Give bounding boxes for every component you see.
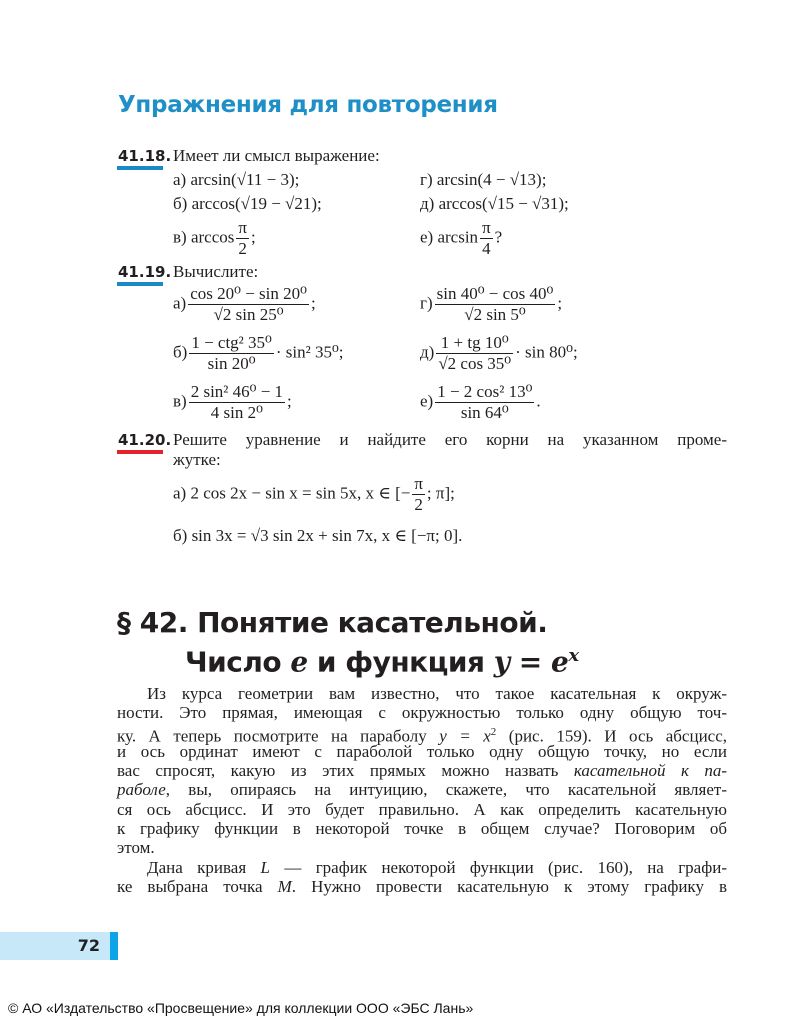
text-line: этом.: [117, 838, 155, 858]
section-title: § 42. Понятие касательной.: [117, 606, 548, 639]
exercise-item: е) arcsin $\frac{\pi}{4}$ ?: [420, 218, 503, 258]
exercise-text: жутке:: [173, 450, 221, 469]
page-number: 72: [77, 936, 100, 955]
exercise-item: д) arccos(√15 − √31);: [420, 194, 569, 213]
page-number-bar: [0, 932, 110, 960]
body-text: [117, 684, 727, 896]
exercise-item: в) $\frac{\text{2 sin² 46⁰ − 1}}{\text{4 sin 2⁰}}$ ;: [173, 382, 292, 422]
text-line: ке выбрана точка M. Нужно провести касательную к этому графику в: [117, 876, 728, 896]
exercise-number: 41.20.: [118, 431, 172, 449]
text-line: к графику функции в некоторой точке в общем случае? Поговорим об: [117, 819, 727, 839]
exercise-text: Вычислите:: [173, 262, 259, 281]
review-heading: Упражнения для повторения: [118, 92, 498, 118]
text-line: Дана кривая L — график некоторой функции (рис. 160), на графи-: [147, 857, 727, 877]
copyright-notice: © АО «Издательство «Просвещение» для коллекции ООО «ЭБС Лань»: [8, 1000, 474, 1016]
exercise-item: б) $\frac{\text{1 − ctg² 35⁰}}{\text{sin 20⁰}}$ · sin² 35⁰;: [173, 333, 344, 373]
exercise-item: в) arccos $\frac{\pi}{2}$ ;: [173, 218, 256, 258]
text-line: ности. Это прямая, имеющая с окружностью только одну общую точ-: [117, 703, 727, 723]
exercise-underline: [117, 166, 163, 170]
text-line: раболе, вы, опираясь на интуицию, скажете, что касательной являет-: [117, 780, 727, 800]
exercise-underline: [117, 450, 163, 454]
exercise-text: Имеет ли смысл выражение:: [173, 146, 380, 165]
exercise-item: а) $\frac{\text{cos 20⁰ − sin 20⁰}}{\text{√2 sin 25⁰}}$ ;: [173, 284, 316, 324]
text-line: ку. А теперь посмотрите на параболу $y = x^2$ (рис. 159). И ось абсцисс,: [117, 725, 728, 746]
exercise-text: Решите уравнение и найдите его корни на указанном проме-: [173, 430, 727, 449]
exercise-item: а) 2 cos 2x − sin x = sin 5x, x ∈ [− $\frac{\pi}{2}$ ; π];: [173, 474, 455, 514]
text-line: Из курса геометрии вам известно, что такое касательная к окруж-: [147, 684, 727, 703]
exercise-item: б) arccos(√19 − √21);: [173, 194, 322, 213]
exercise-item: г) arcsin(4 − √13);: [420, 170, 547, 189]
exercise-item: б) sin 3x = √3 sin 2x + sin 7x, x ∈ [−π; 0].: [173, 526, 463, 545]
page-accent: [110, 932, 118, 960]
text-line: и ось ординат имеют с параболой только одну общую точку, но если: [117, 741, 727, 761]
exercise-item: а) arcsin(√11 − 3);: [173, 170, 300, 189]
text-line: ся ось абсцисс. И это будет правильно. А как определить касательную: [117, 799, 727, 819]
section-subtitle: Число e и функция $y = e^x$: [185, 645, 579, 679]
text-line: вас спросят, какую из этих прямых можно назвать касательной к па-: [117, 761, 728, 781]
exercise-item: г) $\frac{\text{sin 40⁰ − cos 40⁰}}{\text{√2 sin 5⁰}}$ ;: [420, 284, 563, 324]
exercise-item: е) $\frac{\text{1 − 2 cos² 13⁰}}{\text{sin 64⁰}}$ .: [420, 382, 541, 422]
exercise-underline: [117, 282, 163, 286]
exercise-number: 41.19.: [118, 263, 172, 281]
exercise-number: 41.18.: [118, 147, 172, 165]
exercise-item: д) $\frac{\text{1 + tg 10⁰}}{\text{√2 cos 35⁰}}$ · sin 80⁰;: [420, 333, 578, 373]
